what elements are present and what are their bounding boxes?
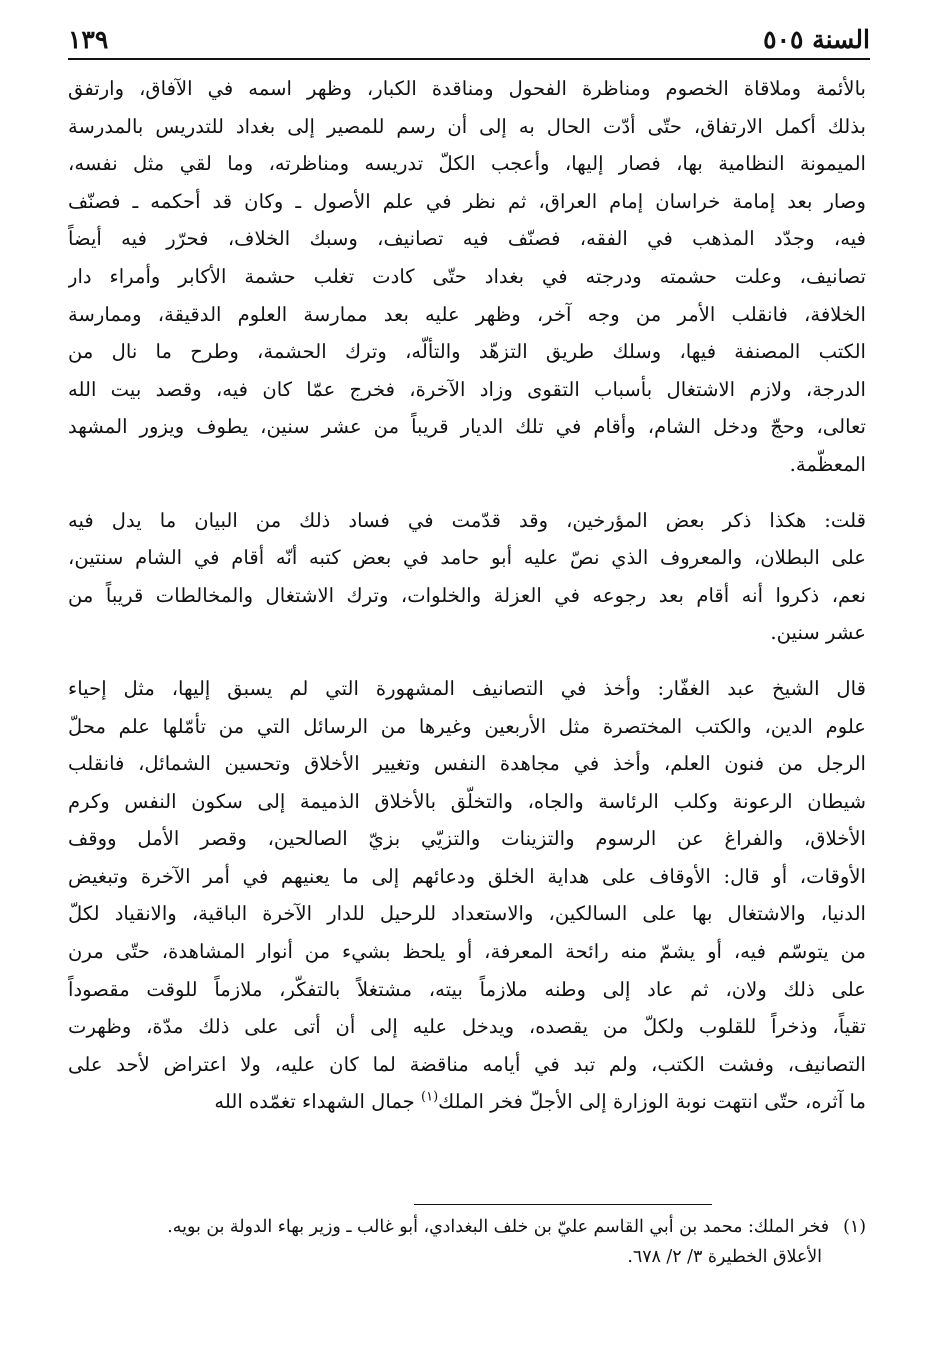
- footnote-number: (١): [843, 1217, 866, 1237]
- text-line: وصار بعد إمامة خراسان إمام العراق، ثم نظر في علم الأصول ـ وكان قد أحكمه ـ فصنّف: [68, 189, 866, 213]
- footnote-item: [68, 1212, 866, 1242]
- text-line: الخلافة، فانقلب الأمر من وجه آخر، وظهر عليه بعد ممارسة العلوم الدقيقة، وممارسة: [68, 302, 866, 326]
- text-line: نعم، ذكروا أنه أقام بعد رجوعه في العزلة والخلوات، وترك الاشتغال والمخالطات قريباً من: [68, 583, 866, 607]
- running-head-year: السنة ٥٠٥: [763, 25, 870, 54]
- text-line: تصانيف، وعلت حشمته ودرجته في بغداد حتّى كادت تغلب حشمة الأكابر وأمراء دار: [68, 264, 866, 288]
- text-segment: جمال الشهداء تغمّده الله: [214, 1090, 422, 1114]
- paragraph: [68, 70, 866, 484]
- text-line: من يتوسّم فيه، أو يشمّ منه رائحة المعرفة، أو يلحظ بشيء من أنوار المشاهدة، حتّى مرن: [68, 940, 866, 964]
- text-line: الكتب المصنفة فيها، وسلك طريق التزهّد والتألّه، وترك الحشمة، وطرح ما نال من: [68, 340, 866, 364]
- footnote-reference[interactable]: (١): [421, 1089, 439, 1105]
- footnotes: [68, 1212, 866, 1272]
- text-segment: ما آثره، حتّى انتهت نوبة الوزارة إلى الأجلّ فخر الملك: [438, 1090, 866, 1114]
- text-line: الأخلاق، والفراغ عن الرسوم والتزينات والتزيّي بزيّ الصالحين، وقصر الأمل ووقف: [68, 827, 866, 851]
- footnote-continuation: الأعلاق الخطيرة ٣/ ٢/ ٦٧٨.: [627, 1247, 822, 1267]
- text-line: [68, 1083, 866, 1121]
- footnote-divider: [414, 1204, 712, 1205]
- text-line: شيطان الرعونة وكلب الرئاسة والجاه، والتخلّق بالأخلاق الذميمة إلى سكون النفس وكرم: [68, 789, 866, 813]
- text-line: الأوقات، أو قال: الأوقاف على هداية الخلق ودعائهم إلى ما يعنيهم في أمر الآخرة وتبغيض: [68, 864, 866, 888]
- text-line: بذلك أكمل الارتفاق، حتّى أدّت الحال به إلى أن رسم للمصير إلى بغداد للتدريس بالمدرسة: [68, 114, 866, 138]
- text-line: قال الشيخ عبد الغفّار: وأخذ في التصانيف المشهورة التي لم يسبق إليها، مثل إحياء: [68, 676, 866, 700]
- page-number: ١٣٩: [68, 25, 109, 54]
- text-line: المعظّمة.: [789, 452, 866, 476]
- text-line: الرجل من فنون العلم، وأخذ في مجاهدة النفس وتغيير الأخلاق وتحسين الشمائل، فانقلب: [68, 752, 866, 776]
- running-header: [68, 14, 870, 54]
- text-line: بالأئمة وملاقاة الخصوم ومناظرة الفحول ومناقدة الكبار، وظهر اسمه في الآفاق، وارتفق: [68, 77, 866, 100]
- footnote-text: فخر الملك: محمد بن أبي القاسم عليّ بن خلف البغدادي، أبو غالب ـ وزير بهاء الدولة بن بويه.: [167, 1217, 830, 1237]
- text-line: على البطلان، والمعروف الذي نصّ عليه أبو حامد في بعض كتبه أنّه أقام في الشام سنتين،: [68, 546, 866, 570]
- paragraph: [68, 502, 866, 652]
- text-line: قلت: هكذا ذكر بعض المؤرخين، وقد قدّمت في فساد ذلك من البيان ما يدل فيه: [68, 508, 866, 532]
- text-line: تقياً، وذخراً للقلوب ولكلّ من يقصده، ويدخل عليه إلى أن أتى على ذلك مدّة، وظهرت: [68, 1015, 866, 1039]
- text-line: عشر سنين.: [770, 621, 866, 645]
- text-line: تعالى، وحجّ ودخل الشام، وأقام في تلك الديار قريباً من عشر سنين، يطوف ويزور المشهد: [68, 415, 866, 439]
- text-line: الدنيا، والاشتغال بها على السالكين، والاستعداد للرحيل للدار الآخرة الباقية، والانقياد لكلّ: [68, 902, 866, 926]
- paragraph: [68, 670, 866, 1121]
- text-line: التصانيف، وفشت الكتب، ولم تبد في أيامه مناقضة لما كان عليه، ولا اعتراض لأحد على: [68, 1052, 866, 1076]
- header-divider: [68, 58, 870, 60]
- text-line: فيه، وجدّد المذهب في الفقه، فصنّف فيه تصانيف، وسبك الخلاف، فحرّر فيه أيضاً: [68, 227, 866, 251]
- text-line: علوم الدين، والكتب المختصرة مثل الأربعين وغيرها من الرسائل التي من تأمّلها علم محلّ: [68, 714, 866, 738]
- main-text: [68, 70, 866, 1121]
- text-line: على ذلك ولان، ثم عاد إلى وطنه ملازماً بيته، مشتغلاً بالتفكّر، ملازماً للوقت مقصوداً: [68, 977, 866, 1001]
- text-line: الدرجة، ولازم الاشتغال بأسباب التقوى وزاد الآخرة، فخرج عمّا كان فيه، وقصد بيت الله: [68, 377, 866, 401]
- text-line: الميمونة النظامية بها، فصار إليها، وأعجب الكلّ تدريسه ومناظرته، وما لقي مثل نفسه،: [68, 152, 866, 176]
